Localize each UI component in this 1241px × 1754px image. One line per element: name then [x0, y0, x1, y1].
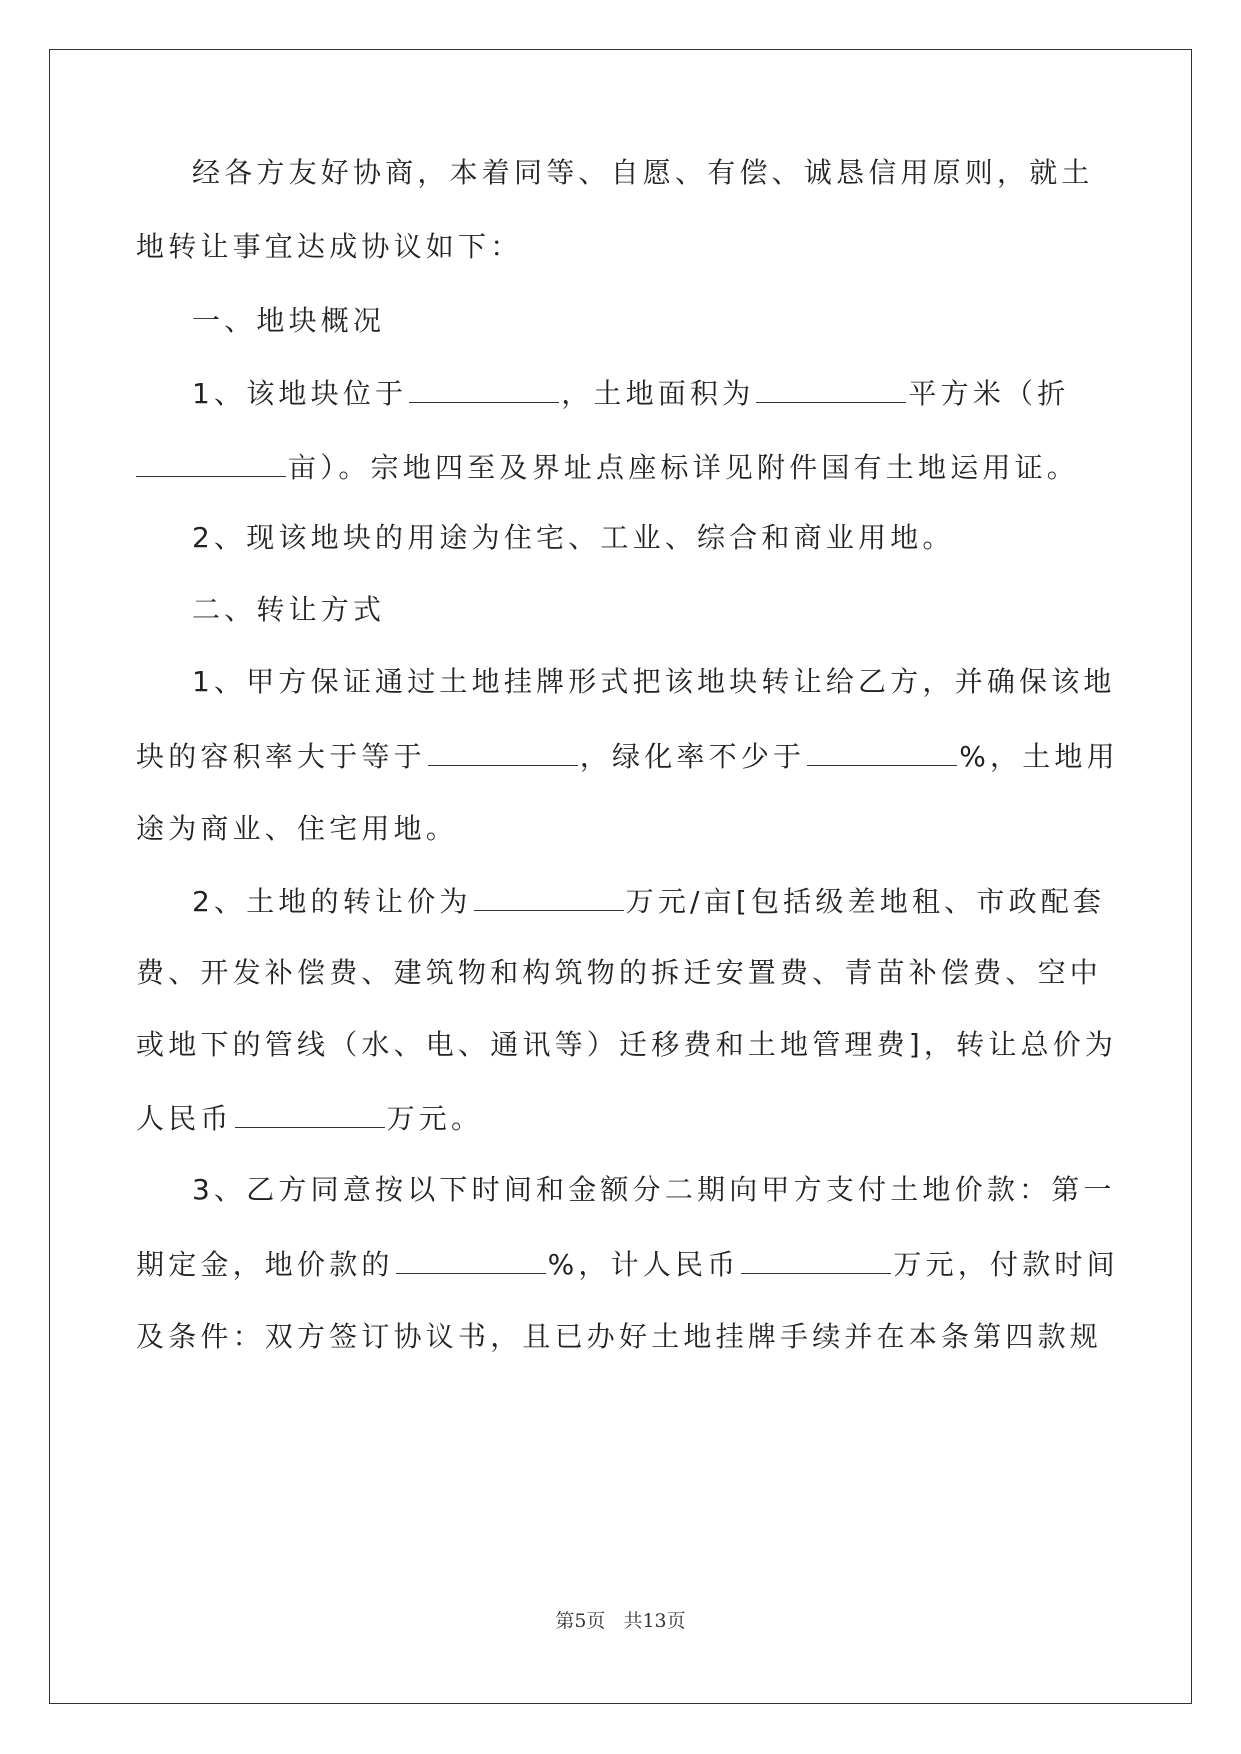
page-border	[49, 49, 1192, 1704]
clause-2-2-line3: 或地下的管线（水、电、通讯等）迁移费和土地管理费]，转让总价为	[136, 1028, 1118, 1061]
page-number: 第5页	[555, 1610, 606, 1632]
clause-1-2: 2、现该地块的用途为住宅、工业、综合和商业用地。	[192, 521, 955, 554]
total-price-blank	[235, 1099, 385, 1128]
mu-blank	[136, 448, 286, 477]
paragraph-intro-line1: 经各方友好协商，本着同等、自愿、有偿、诚恳信用原则，就土	[192, 156, 1094, 189]
deposit-percent-blank	[396, 1245, 546, 1274]
paragraph-intro-line2: 地转让事宜达成协议如下：	[136, 230, 523, 263]
clause-2-3-line2: 期定金，地价款的 %，计人民币 万元，付款时间	[136, 1245, 1076, 1283]
clause-2-3-line1: 3、乙方同意按以下时间和金额分二期向甲方支付土地价款：第一	[192, 1173, 1116, 1206]
green-rate-blank	[807, 737, 957, 766]
area-blank	[756, 374, 906, 403]
clause-1-1-line2: 亩）。宗地四至及界址点座标详见附件国有土地运用证。	[136, 448, 1076, 486]
clause-2-1-line2: 块的容积率大于等于 ，绿化率不少于 %，土地用	[136, 737, 1076, 775]
page-footer	[0, 1606, 1241, 1633]
clause-2-1-line1: 1、甲方保证通过土地挂牌形式把该地块转让给乙方，并确保该地	[192, 665, 1116, 698]
plot-ratio-blank	[428, 737, 578, 766]
clause-2-2-line1: 2、土地的转让价为 万元/亩[包括级差地租、市政配套	[192, 882, 1132, 920]
clause-2-3-line3: 及条件：双方签订协议书，且已办好土地挂牌手续并在本条第四款规	[136, 1320, 1103, 1353]
section-heading-1: 一、地块概况	[192, 304, 386, 337]
clause-1-1-line1: 1、该地块位于 ，土地面积为 平方米（折	[192, 374, 1132, 412]
clause-2-2-line2: 费、开发补偿费、建筑物和构筑物的拆迁安置费、青苗补偿费、空中	[136, 956, 1103, 989]
page-total: 共13页	[623, 1610, 686, 1632]
location-blank	[409, 374, 559, 403]
clause-2-2-line4: 人民币 万元。	[136, 1099, 1076, 1137]
clause-2-1-line3: 途为商业、住宅用地。	[136, 812, 459, 845]
section-heading-2: 二、转让方式	[192, 593, 386, 626]
deposit-amount-blank	[741, 1245, 891, 1274]
price-per-mu-blank	[474, 882, 624, 911]
